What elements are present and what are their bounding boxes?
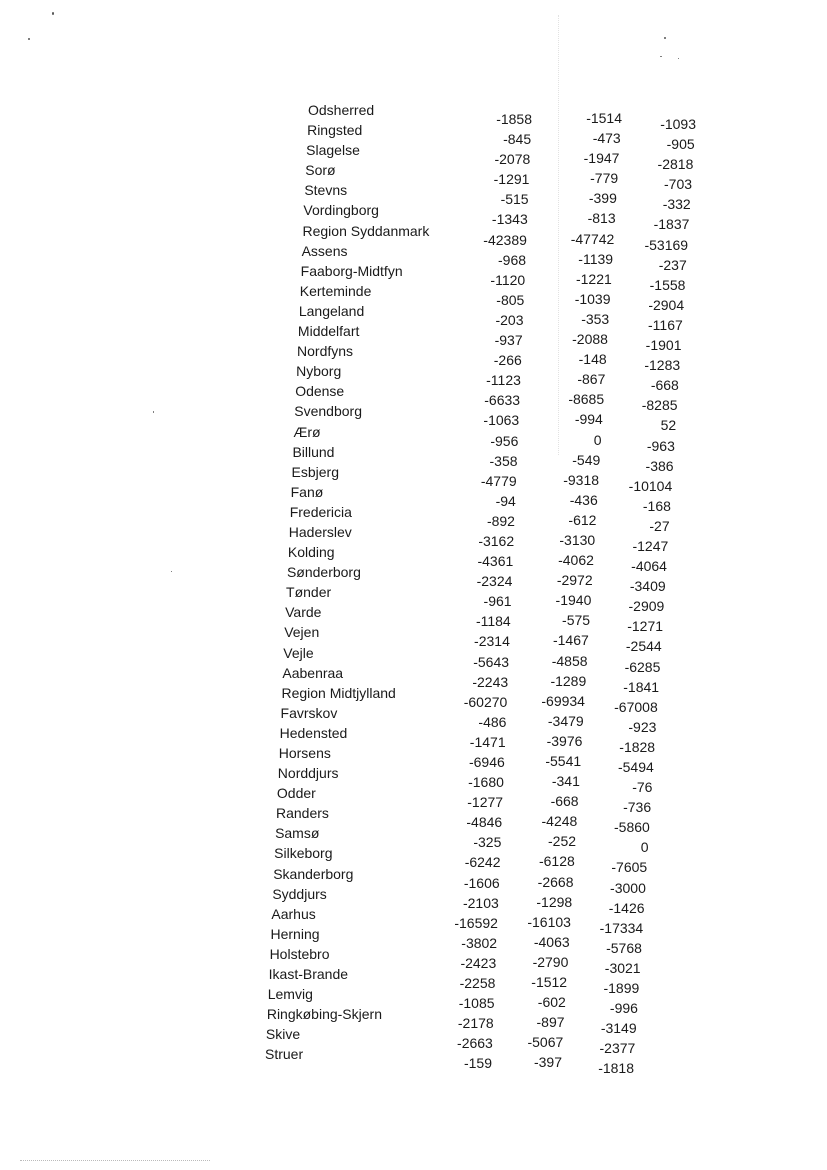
table-row	[0, 1044, 827, 1077]
municipality-name: Billund	[292, 443, 335, 460]
value-v3: -736	[623, 799, 652, 816]
municipality-name: Sønderborg	[286, 564, 361, 581]
municipality-name: Tønder	[286, 584, 332, 601]
value-v3: -237	[658, 256, 687, 273]
value-v3: -3021	[604, 959, 641, 976]
value-v1: -6633	[484, 392, 521, 409]
value-v2: -47742	[570, 230, 615, 247]
value-v2: -3130	[559, 531, 596, 548]
value-v2: -575	[562, 612, 591, 629]
value-v3: -1841	[623, 678, 660, 695]
value-v2: -1298	[536, 893, 573, 910]
municipality-name: Vordingborg	[303, 202, 379, 219]
value-v2: -3479	[547, 712, 584, 729]
municipality-name: Ærø	[293, 423, 321, 440]
value-v2: -148	[578, 351, 607, 368]
municipality-name: Skanderborg	[273, 865, 354, 882]
municipality-name: Vejen	[284, 624, 320, 641]
value-v1: -2258	[459, 975, 496, 992]
value-v2: -2972	[556, 572, 593, 589]
value-v2: -549	[572, 451, 601, 468]
municipality-name: Favrskov	[280, 704, 338, 721]
value-v2: -779	[590, 170, 619, 187]
municipality-name: Nordfyns	[297, 343, 354, 360]
value-v1: -2423	[460, 954, 497, 971]
value-v1: -5643	[473, 653, 510, 670]
value-v1: -6946	[468, 754, 505, 770]
value-v2: -2790	[532, 953, 569, 970]
municipality-name: Region Midtjylland	[281, 684, 396, 701]
value-v3: -2818	[657, 156, 694, 173]
value-v1: -159	[463, 1055, 492, 1072]
value-v3: -4064	[631, 558, 667, 575]
value-v1: -6242	[464, 854, 501, 871]
municipality-name: Odder	[276, 785, 316, 802]
value-v1: -968	[498, 251, 527, 268]
value-v2: -397	[533, 1054, 562, 1071]
value-v2: -612	[568, 511, 597, 528]
scan-speck	[664, 37, 666, 39]
value-v2: -8685	[568, 391, 605, 408]
value-v1: -1606	[463, 874, 500, 891]
value-v2: -668	[550, 793, 579, 810]
value-v1: -2324	[476, 573, 513, 590]
value-v1: -2078	[494, 151, 531, 168]
value-v3: -8285	[641, 397, 678, 414]
municipality-name: Fredericia	[289, 503, 352, 520]
value-v2: -5067	[527, 1034, 564, 1051]
value-v2: -4063	[533, 933, 570, 950]
municipality-name: Assens	[301, 242, 348, 259]
value-v2: -353	[581, 310, 610, 327]
municipality-name: Horsens	[278, 745, 331, 761]
value-v2: -4062	[558, 552, 594, 569]
municipality-name: Vejle	[283, 644, 314, 661]
value-v1: -3162	[478, 532, 515, 549]
municipality-name: Lemvig	[267, 986, 313, 1003]
value-v1: -892	[486, 512, 515, 529]
municipality-name: Haderslev	[288, 523, 352, 540]
municipality-name: Herning	[270, 925, 320, 942]
value-v1: -1277	[467, 794, 504, 811]
value-v3: -5768	[606, 939, 642, 956]
value-v3: -1167	[648, 316, 683, 333]
value-v3: -1558	[649, 276, 686, 293]
value-v2: -1221	[575, 270, 612, 287]
value-v3: -10104	[628, 477, 673, 494]
municipality-name: Ringsted	[307, 122, 363, 139]
scan-speck	[28, 38, 30, 40]
municipality-name: Fanø	[290, 483, 324, 500]
value-v3: -3409	[629, 578, 666, 595]
value-v1: -266	[493, 352, 522, 369]
value-v2: -897	[536, 1014, 565, 1031]
value-v2: -436	[569, 491, 598, 508]
municipality-name: Faaborg-Midtfyn	[300, 262, 403, 279]
value-v3: -67008	[614, 698, 658, 715]
value-v3: -17334	[599, 919, 644, 936]
value-v1: -1291	[493, 171, 530, 188]
scan-edge-line	[20, 1160, 210, 1162]
municipality-name: Norddjurs	[277, 765, 339, 782]
value-v1: -515	[500, 191, 529, 208]
value-v1: -358	[489, 452, 518, 469]
value-v2: -1940	[555, 592, 592, 609]
value-v2: -4248	[541, 813, 578, 830]
value-v1: -2243	[472, 673, 509, 690]
value-v1: -16592	[454, 914, 498, 931]
value-v3: -1837	[653, 216, 690, 233]
value-v2: -1514	[586, 110, 622, 126]
value-v1: -2663	[457, 1035, 493, 1052]
value-v3: -996	[609, 1000, 638, 1017]
value-v1: -4846	[466, 814, 503, 831]
value-v1: -1085	[458, 995, 495, 1012]
municipality-name: Esbjerg	[291, 463, 339, 480]
municipality-name: Aabenraa	[282, 664, 344, 681]
value-v1: -805	[496, 291, 525, 308]
value-v3: -1283	[644, 357, 681, 374]
municipality-name: Sorø	[305, 162, 336, 179]
value-v2: -1947	[583, 150, 620, 167]
value-v3: -1818	[598, 1060, 634, 1077]
municipality-name: Region Syddanmark	[302, 222, 430, 239]
value-v3: -27	[649, 517, 670, 534]
value-v3: -386	[645, 457, 674, 474]
value-v3: -7605	[611, 859, 648, 876]
value-v3: -1093	[660, 116, 696, 132]
value-v2: -5541	[545, 753, 582, 769]
value-v2: -341	[551, 773, 580, 790]
value-v3: -5494	[617, 759, 654, 775]
municipality-name: Nyborg	[296, 363, 342, 380]
value-v3: -332	[662, 196, 691, 213]
value-v3: -168	[642, 497, 671, 514]
value-v3: -76	[632, 779, 653, 796]
municipality-name: Ringkøbing-Skjern	[266, 1006, 382, 1023]
value-v2: -2088	[572, 331, 608, 348]
value-v1: -1184	[475, 613, 511, 630]
municipality-table	[0, 100, 827, 1077]
value-v2: -1039	[574, 290, 611, 307]
value-v1: -486	[478, 713, 507, 730]
value-v1: -4361	[477, 553, 514, 570]
value-v1: -1120	[490, 271, 526, 288]
value-v3: -923	[628, 718, 657, 735]
value-v3: -905	[666, 136, 695, 153]
value-v2: -1289	[550, 672, 587, 689]
value-v1: -94	[495, 492, 516, 509]
value-v2: -69934	[541, 692, 585, 709]
value-v1: -1343	[491, 211, 528, 228]
value-v2: -252	[548, 833, 577, 850]
value-v2: -473	[592, 130, 621, 147]
value-v1: -203	[495, 311, 524, 328]
municipality-name: Kolding	[287, 544, 335, 561]
value-v1: -961	[483, 593, 512, 610]
scan-speck	[52, 12, 54, 15]
municipality-name: Holstebro	[269, 945, 330, 962]
value-v3: -2377	[599, 1040, 636, 1057]
value-v1: -845	[503, 131, 532, 148]
value-v1: -956	[490, 432, 519, 449]
scan-speck	[678, 58, 679, 59]
municipality-name: Syddjurs	[272, 885, 327, 902]
value-v3: -2909	[628, 598, 665, 615]
value-v2: -6128	[538, 853, 575, 870]
value-v2: -813	[587, 210, 616, 227]
municipality-name: Silkeborg	[274, 845, 333, 862]
value-v3: -1247	[632, 537, 669, 554]
value-v1: -1471	[469, 733, 506, 750]
municipality-name: Randers	[275, 805, 329, 822]
value-v3: -1901	[645, 337, 682, 354]
value-v3: -1271	[627, 618, 664, 635]
value-v1: -2314	[474, 633, 510, 650]
municipality-name: Struer	[265, 1046, 304, 1063]
value-v1: -3802	[461, 934, 498, 951]
value-v1: -2178	[457, 1015, 494, 1032]
value-v1: -325	[473, 834, 502, 851]
value-v2: -3976	[546, 732, 583, 749]
value-v3: -6285	[624, 658, 661, 675]
value-v2: -16103	[527, 913, 571, 930]
value-v2: -4858	[551, 652, 588, 669]
value-v1: -2103	[462, 894, 499, 911]
scan-speck	[660, 56, 662, 57]
value-v3: -2904	[648, 296, 685, 313]
value-v1: -42389	[483, 231, 527, 248]
value-v3: 52	[660, 417, 677, 434]
value-v3: -1828	[619, 738, 656, 755]
municipality-name: Hedensted	[279, 724, 348, 741]
value-v2: -399	[588, 190, 617, 207]
value-v2: -602	[537, 994, 566, 1011]
value-v1: -60270	[463, 693, 508, 710]
value-v3: -5860	[614, 819, 650, 836]
value-v2: -1139	[578, 250, 614, 267]
value-v3: -3000	[610, 879, 646, 896]
value-v1: -1680	[468, 774, 504, 791]
municipality-name: Kerteminde	[299, 282, 372, 299]
municipality-name: Ikast-Brande	[268, 966, 349, 983]
municipality-name: Stevns	[304, 182, 348, 199]
value-v1: -1063	[483, 412, 520, 429]
value-v3: 0	[640, 839, 649, 856]
municipality-name: Varde	[285, 604, 322, 621]
municipality-name: Odsherred	[308, 102, 375, 118]
value-v3: -963	[646, 437, 675, 454]
value-v2: -2668	[537, 873, 574, 890]
municipality-name: Aarhus	[271, 905, 316, 922]
value-v1: -4779	[480, 472, 517, 489]
value-v2: -994	[574, 411, 603, 428]
municipality-name: Skive	[265, 1026, 301, 1043]
value-v2: 0	[593, 431, 602, 448]
municipality-name: Odense	[295, 383, 345, 400]
value-v2: -867	[577, 371, 606, 388]
value-v3: -3149	[600, 1020, 637, 1037]
value-v3: -1899	[603, 980, 640, 997]
value-v1: -1123	[486, 372, 521, 389]
value-v3: -703	[664, 176, 693, 193]
value-v2: -9318	[563, 471, 600, 488]
municipality-name: Middelfart	[297, 323, 360, 340]
value-v1: -1858	[496, 111, 532, 127]
value-v3: -2544	[625, 638, 662, 655]
value-v3: -1426	[608, 899, 645, 916]
value-v3: -53169	[644, 236, 689, 253]
municipality-name: Samsø	[275, 825, 320, 842]
municipality-name: Langeland	[298, 302, 365, 319]
value-v3: -668	[650, 377, 679, 394]
value-v1: -937	[494, 332, 523, 349]
municipality-name: Svendborg	[294, 403, 362, 420]
value-v2: -1467	[552, 632, 589, 649]
municipality-name: Slagelse	[306, 142, 360, 159]
value-v2: -1512	[531, 974, 568, 991]
